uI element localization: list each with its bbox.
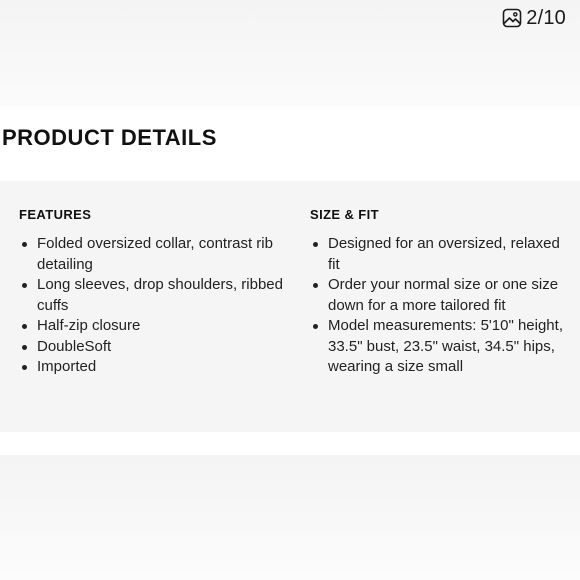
- list-item: Model measurements: 5'10" height, 33.5" bust, 23.5" waist, 34.5" hips, wearing a size small: [310, 316, 572, 378]
- list-item: Folded oversized collar, contrast rib detailing: [19, 234, 284, 275]
- features-list: [19, 234, 284, 378]
- image-counter[interactable]: [502, 6, 566, 30]
- size-fit-list: [310, 234, 572, 378]
- list-item: Half-zip closure: [19, 316, 284, 337]
- list-item: Long sleeves, drop shoulders, ribbed cuffs: [19, 275, 284, 316]
- features-title: FEATURES: [19, 207, 92, 222]
- size-fit-title: SIZE & FIT: [310, 207, 379, 222]
- size-fit-column: [310, 207, 572, 378]
- list-item: DoubleSoft: [19, 337, 284, 358]
- bottom-image-band: [0, 455, 580, 580]
- features-column: [19, 207, 284, 378]
- list-item: Order your normal size or one size down for a more tailored fit: [310, 275, 572, 316]
- image-icon: [502, 8, 522, 28]
- product-details-panel: [0, 181, 580, 432]
- list-item: Imported: [19, 357, 284, 378]
- image-counter-text: 2/10: [526, 6, 566, 29]
- list-item: Designed for an oversized, relaxed fit: [310, 234, 572, 275]
- top-image-band: [0, 0, 580, 106]
- section-title: PRODUCT DETAILS: [2, 125, 217, 150]
